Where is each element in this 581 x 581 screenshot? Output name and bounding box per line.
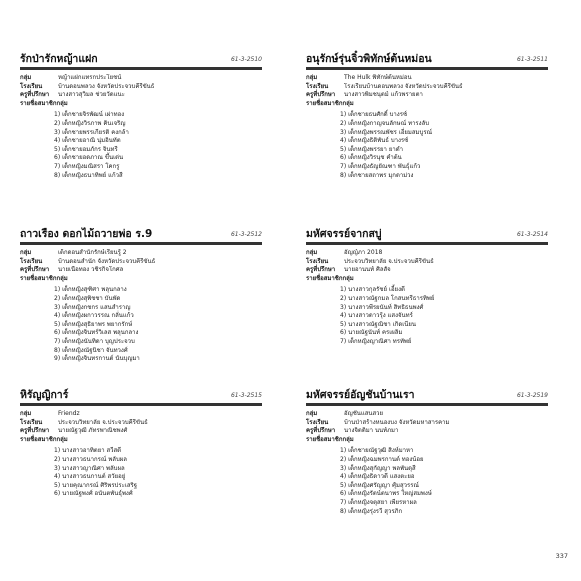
member-item: 4) เด็กหญิงธิดาวดี แสงตะยอ xyxy=(340,473,415,481)
member-item: 3) เด็กหญิงพรรณพัชร เอี่ยมสมบูรณ์ xyxy=(340,128,433,136)
project-code: 61-3-2519 xyxy=(516,392,548,400)
advisor-label: ครูที่ปรึกษา xyxy=(306,91,336,99)
member-item: 7) เด็กหญิงจตุสยา เพียรหาผล xyxy=(340,498,417,506)
member-item: 5) นางสาวณัฐณิชา เกิดเนียน xyxy=(340,320,417,328)
advisor-row xyxy=(306,266,548,275)
school-label: โรงเรียน xyxy=(306,418,329,426)
members-label: รายชื่อสมาชิกกลุ่ม xyxy=(306,274,354,282)
member-item: 7) เด็กหญิงมณิสรา โคกรู xyxy=(54,162,120,170)
members-label: รายชื่อสมาชิกกลุ่ม xyxy=(20,435,68,443)
group-row xyxy=(306,410,548,419)
school-value: บ้านดอนพลวง จังหวัดประจวบคีรีขันธ์ xyxy=(58,82,155,90)
advisor-value: นางจิตติมา นนท์ภมา xyxy=(344,427,399,435)
member-item: 7) เด็กหญิงธัญยัณฑา พันธุ์แก้ว xyxy=(340,162,421,170)
project-code: 61-3-2514 xyxy=(516,231,548,239)
advisor-label: ครูที่ปรึกษา xyxy=(20,266,50,274)
member-item: 3) เด็กหญิงสุกัญญา พลพันดุสี xyxy=(340,464,416,472)
advisor-row xyxy=(20,266,262,275)
member-item: 2) เด็กหญิงสุพิชชา บันพัด xyxy=(54,294,121,302)
project-title: หิรัญญิการ์ xyxy=(20,389,69,401)
member-item: 3) เด็กชายพรรเกียรติ คงกล้า xyxy=(54,128,129,136)
project-info xyxy=(20,249,262,283)
member-item: 1) นางสาวอาทิตยา สวีสดี xyxy=(54,447,122,455)
project-card-2514 xyxy=(306,225,548,347)
advisor-label: ครูที่ปรึกษา xyxy=(20,427,50,435)
project-info xyxy=(306,249,548,283)
project-info xyxy=(20,74,262,108)
school-row xyxy=(306,419,548,428)
school-value: ประจวบวิทยาลัย จ.ประจวบคีรีขันธ์ xyxy=(344,257,434,265)
school-label: โรงเรียน xyxy=(306,82,329,90)
member-item: 3) นางสาวพีรยนันท์ สิทธิธนพงศ์ xyxy=(340,303,424,311)
project-card-2519 xyxy=(306,386,548,516)
school-row xyxy=(306,83,548,92)
member-item: 1) เด็กชายณัฐวุฒิ สิงห์มาหา xyxy=(340,447,414,455)
advisor-row xyxy=(20,91,262,100)
group-value: The Hulk พิทักษ์ต้นหม่อน xyxy=(344,74,412,81)
project-title: รักป่ารักหญ้าแฝก xyxy=(20,53,98,65)
member-item: 5) เด็กหญิงศรัญญา ศุ้มสุวรรณ์ xyxy=(340,481,419,489)
group-row xyxy=(306,249,548,258)
member-list xyxy=(306,447,548,516)
group-label: กลุ่ม xyxy=(306,410,318,417)
group-label: กลุ่ม xyxy=(20,249,32,256)
project-code: 61-3-2511 xyxy=(516,56,548,64)
member-item: 2) เด็กหญิงวิรภาพ คินเจริญ xyxy=(54,119,126,127)
member-item: 5) เด็กชายอมภักร จินทรี xyxy=(54,145,118,153)
advisor-value: นางสาวพิมชนุตม์ แก้วพรายตา xyxy=(344,91,423,99)
group-label: กลุ่ม xyxy=(306,74,318,81)
member-item: 6) เด็กหญิงรัตน์ตนาพร ใหญ่สมพงษ์ xyxy=(340,490,432,498)
member-item: 6) เด็กหญิงจินทร์วิเลส พลุนกลาง xyxy=(54,329,139,337)
member-item: 4) นางสาวธนกานต์ สวัยอยู่ xyxy=(54,473,126,481)
members-label: รายชื่อสมาชิกกลุ่ม xyxy=(20,99,68,107)
member-list xyxy=(306,286,548,346)
school-label: โรงเรียน xyxy=(20,82,43,90)
project-code: 61-3-2512 xyxy=(230,231,262,239)
project-card-2512 xyxy=(20,225,262,364)
members-row xyxy=(306,100,548,109)
group-value: อัญชันแสนสวย xyxy=(344,410,384,417)
school-value: โรงเรียนบ้านดอนพลวง จังหวัดประจวบคีรีขันธ์ xyxy=(344,82,463,90)
member-item: 9) เด็กหญิงจินทรกานต์ นันบุญมา xyxy=(54,355,140,363)
school-value: บ้านดอนสำนัก จังหวัดประจวบคีรีขันธ์ xyxy=(58,257,156,265)
member-item: 8) เด็กชายสถาพร มุกดาม่วง xyxy=(340,171,414,179)
card-header xyxy=(20,50,262,70)
member-item: 8) เด็กหญิงณัฐนิชา จันทวงศ์ xyxy=(54,346,128,354)
card-header xyxy=(20,386,262,406)
member-item: 3) นางสาวญาณิศา พลับผล xyxy=(54,464,125,472)
member-item: 5) เด็กหญิงพรรยา ยาดำ xyxy=(340,145,403,153)
group-value: Friendz xyxy=(58,410,80,417)
group-row xyxy=(20,74,262,83)
member-list xyxy=(20,447,262,499)
school-label: โรงเรียน xyxy=(306,257,329,265)
members-row xyxy=(20,436,262,445)
advisor-row xyxy=(20,427,262,436)
member-item: 7) เด็กหญิงนันทิดา บุญประจวบ xyxy=(54,337,135,345)
group-row xyxy=(20,410,262,419)
member-item: 2) เด็กหญิงกาญจนลักษณ์ ทารงลับ xyxy=(340,119,430,127)
card-header xyxy=(306,225,548,245)
member-item: 2) นางสาวธนากรณ์ พลับผล xyxy=(54,455,127,463)
members-row xyxy=(306,275,548,284)
advisor-value: นายณัฐวุฒิ์ ภัทรพาณิชพงศ์ xyxy=(58,427,128,435)
advisor-row xyxy=(306,91,548,100)
card-header xyxy=(20,225,262,245)
member-item: 1) เด็กชายธนศักดิ์ บางรซ์ xyxy=(340,111,408,119)
project-title: ถาวเรือง ดอกไม้ถวายพ่อ ร.9 xyxy=(20,228,153,240)
member-item: 8) เด็กหญิงรุ่งรวี สุวรภิก xyxy=(340,507,403,515)
group-value: หญ้าแฝกแทรกประโยชน์ xyxy=(58,74,122,81)
group-label: กลุ่ม xyxy=(20,74,32,81)
member-item: 4) เด็กหญิงธิติพันธ์ บางรซ์ xyxy=(340,137,409,145)
school-value: ประจวบวิทยาลัย จ.ประจวบคีรีขันธ์ xyxy=(58,418,148,426)
member-item: 6) นายณัฐนันท์ ครเผลิม xyxy=(340,329,403,337)
member-item: 5) นายคุณากรณ์ ศิริพรประเสริฐ xyxy=(54,481,138,489)
card-header xyxy=(306,386,548,406)
school-value: บ้านป่าสร้างหนองบง จังหวัดมหาสารคาม xyxy=(344,418,450,426)
member-item: 1) นางสาวกุลรัชย์ เอี้ยงดี xyxy=(340,286,405,294)
members-label: รายชื่อสมาชิกกลุ่ม xyxy=(20,274,68,282)
school-row xyxy=(20,419,262,428)
project-info xyxy=(306,74,548,108)
school-label: โรงเรียน xyxy=(20,418,43,426)
member-item: 4) นางสาวดาวรุ้ง แสงจันทร์ xyxy=(340,312,413,320)
school-row xyxy=(20,83,262,92)
project-info xyxy=(306,410,548,444)
advisor-label: ครูที่ปรึกษา xyxy=(20,91,50,99)
members-row xyxy=(20,100,262,109)
project-card-2511 xyxy=(306,50,548,180)
project-code: 61-3-2515 xyxy=(230,392,262,400)
advisor-value: นายอานนท์ ศิลสัจ xyxy=(344,266,391,274)
member-item: 5) เด็กหญิงสุธิยาพร พยากรักษ์ xyxy=(54,320,133,328)
member-item: 2) เด็กหญิงฉมพรกานต์ ทองน้อย xyxy=(340,455,424,463)
group-row xyxy=(20,249,262,258)
advisor-value: นายเนื้อทอง วชิรกิจโกศล xyxy=(58,266,124,274)
project-card-2515 xyxy=(20,386,262,499)
advisor-label: ครูที่ปรึกษา xyxy=(306,427,336,435)
school-row xyxy=(20,258,262,267)
members-row xyxy=(20,275,262,284)
project-title: อนุรักษ์รุ่นจิ๋วพิทักษ์ต้นหม่อน xyxy=(306,53,432,65)
member-item: 6) เด็กหญิงวิรนุช คำต้น xyxy=(340,154,402,162)
member-list xyxy=(20,111,262,180)
members-row xyxy=(306,436,548,445)
page-number: 337 xyxy=(555,552,568,560)
member-item: 4) เด็กชายอาณิ นุ่มอินทัต xyxy=(54,137,121,145)
school-label: โรงเรียน xyxy=(20,257,43,265)
member-item: 3) เด็กหญิงกชกร แสนสำราญ xyxy=(54,303,131,311)
project-code: 61-3-2510 xyxy=(230,56,262,64)
member-item: 6) นายณัฐพงศ์ อนันตพันธุ์พงศ์ xyxy=(54,490,133,498)
group-label: กลุ่ม xyxy=(20,410,32,417)
advisor-row xyxy=(306,427,548,436)
member-item: 6) เด็กชายอดภาณ ขึ้นเด่น xyxy=(54,154,124,162)
member-list xyxy=(20,286,262,363)
member-item: 4) เด็กหญิงผกาวรรณ กลั่นแก้ว xyxy=(54,312,134,320)
project-title: มหัศจรรย์จากสบู่ xyxy=(306,228,382,240)
members-label: รายชื่อสมาชิกกลุ่ม xyxy=(306,435,354,443)
group-value: อัญญ์ภา 2018 xyxy=(344,249,383,256)
group-row xyxy=(306,74,548,83)
member-item: 1) เด็กหญิงสุฑิศา พลุนกลาง xyxy=(54,286,127,294)
project-title: มหัศจรรย์อัญชันบ้านเรา xyxy=(306,389,415,401)
card-header xyxy=(306,50,548,70)
members-label: รายชื่อสมาชิกกลุ่ม xyxy=(306,99,354,107)
member-item: 7) เด็กหญิงญาณิศา ทรทัพย์ xyxy=(340,337,412,345)
advisor-label: ครูที่ปรึกษา xyxy=(306,266,336,274)
group-value: เด็กดอนสำนักรักษ์เรียนรู้ 2 xyxy=(58,249,127,256)
project-card-2510 xyxy=(20,50,262,180)
member-item: 1) เด็กชายจิรพัฒน์ เผ่าทอง xyxy=(54,111,125,119)
project-info xyxy=(20,410,262,444)
advisor-value: นางสาวสุวิมล ช่วยวัดแนะ xyxy=(58,91,125,99)
member-list xyxy=(306,111,548,180)
school-row xyxy=(306,258,548,267)
member-item: 8) เด็กหญิงธนาทิพย์ แก้วสี xyxy=(54,171,123,179)
member-item: 2) นางสาวณัฐกมล โกสนทรีธารทิพย์ xyxy=(340,294,435,302)
group-label: กลุ่ม xyxy=(306,249,318,256)
